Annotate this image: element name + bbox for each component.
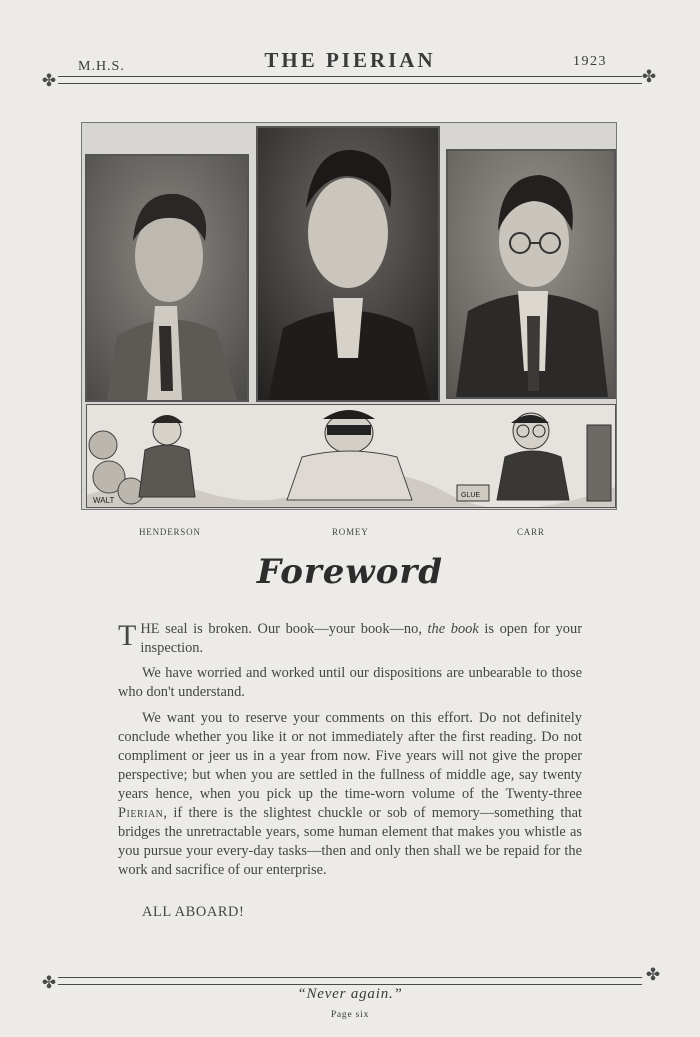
portrait-carr <box>446 149 616 399</box>
clover-ornament-icon: ✤ <box>641 67 657 86</box>
caption-henderson: HENDERSON <box>139 527 201 537</box>
paragraph-1-emphasis: the book <box>427 621 479 637</box>
paragraph-3 <box>118 709 582 880</box>
clover-ornament-icon: ✤ <box>645 965 661 984</box>
cartoon-strip <box>86 404 616 508</box>
header-year: 1923 <box>573 54 607 69</box>
header-title: THE PIERIAN <box>264 48 436 72</box>
page-number: Page six <box>330 1010 370 1020</box>
paragraph-3-text-end: , if there is the slightest chuckle or sob of memory—something that bridges the unretractable years, some human element that makes you whistle as you pursue your every-day tasks—then and only then shall we be repaid for the work and sacrifice of our enterprise. <box>118 805 582 878</box>
paragraph-1-text: HE seal is broken. Our book—your book—no, <box>140 621 428 637</box>
footer-quote: “Never again.” <box>297 986 403 1002</box>
clover-ornament-icon: ✤ <box>41 973 57 992</box>
paragraph-1 <box>118 620 582 658</box>
paragraph-2-text: We have worried and worked until our dispositions are unbearable to those who don't understand. <box>118 665 582 700</box>
paragraph-4 <box>118 903 582 922</box>
all-aboard-text: ALL ABOARD! <box>142 904 245 920</box>
caption-carr: CARR <box>517 527 545 537</box>
paragraph-2 <box>118 664 582 702</box>
caption-romey: ROMEY <box>332 527 369 537</box>
paragraph-3-smallcaps: Pierian <box>118 805 164 821</box>
cartoon-label-glue: GLUE <box>461 492 481 499</box>
cartoon-label-walt: WALT <box>93 496 115 505</box>
portrait-henderson <box>85 154 249 402</box>
portrait-romey <box>256 126 440 402</box>
paragraph-3-text: We want you to reserve your comments on this effort. Do not definitely conclude whether you like it or not immediately after the first reading. Do not compliment or jeer us in a year from now. Five years will not give the proper perspective; but when you are settled in the fullness of middle age, say twenty years hence, when you pick up the time-worn volume of the Twenty-three <box>118 710 582 802</box>
clover-ornament-icon: ✤ <box>41 71 57 90</box>
footer-rule <box>58 977 642 985</box>
header-rule <box>58 76 642 84</box>
page-title: Foreword <box>256 552 444 592</box>
paragraph-1-text-end: is open for your inspection. <box>140 621 582 656</box>
drop-cap: T <box>118 619 137 652</box>
header-school: M.H.S. <box>78 59 125 74</box>
